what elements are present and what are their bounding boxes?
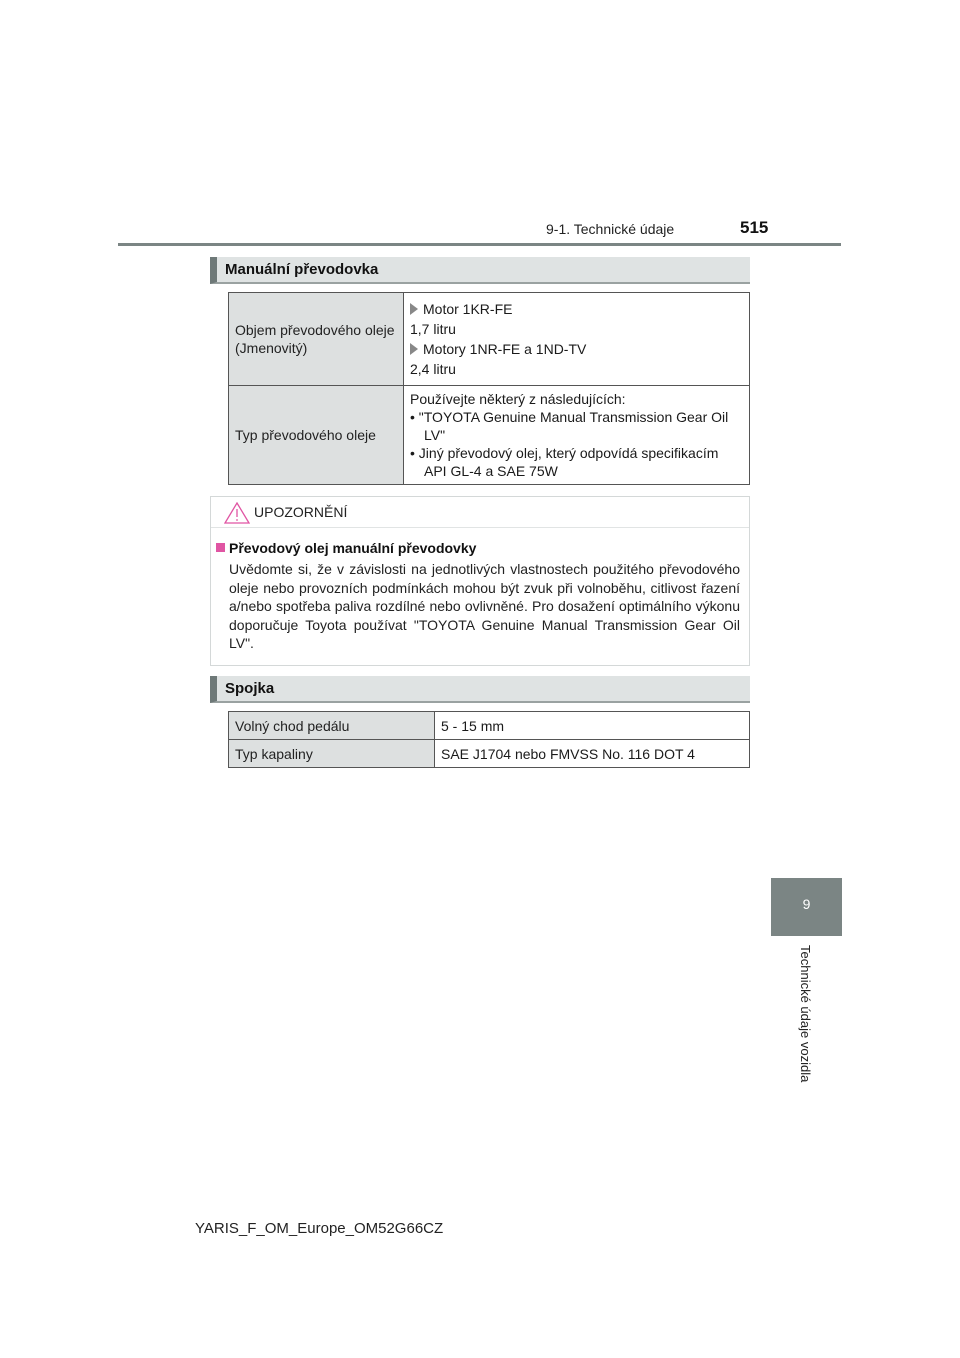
variant2-engine: Motory 1NR-FE a 1ND-TV — [423, 341, 587, 357]
warning-triangle-icon — [224, 502, 250, 524]
clutch-label: Typ kapaliny — [229, 740, 435, 768]
chapter-number: 9 — [802, 896, 811, 912]
oil-type-option: • "TOYOTA Genuine Manual Transmission Gear Oil LV" — [410, 409, 729, 443]
variant1-line — [410, 300, 743, 318]
oil-capacity-label: Objem převodového oleje (Jmenovitý) — [229, 293, 404, 386]
oil-capacity-value — [404, 293, 750, 386]
oil-type-option: • Jiný převodový olej, který odpovídá specifikacím API GL-4 a SAE 75W — [410, 445, 719, 479]
variant1-engine: Motor 1KR-FE — [423, 301, 513, 317]
oil-type-intro: Používejte některý z následujících: — [410, 391, 626, 407]
table-row — [229, 386, 750, 485]
clutch-value: 5 - 15 mm — [435, 712, 750, 740]
section-heading-manual-transmission — [210, 257, 750, 284]
clutch-label: Volný chod pedálu — [229, 712, 435, 740]
variant2-value: 2,4 litru — [410, 361, 456, 377]
arrow-right-icon — [410, 343, 418, 355]
arrow-right-icon — [410, 303, 418, 315]
table-row — [229, 293, 750, 386]
manual-transmission-table — [228, 292, 750, 485]
table-row — [229, 740, 750, 768]
variant2-line — [410, 340, 743, 358]
caution-box — [210, 496, 750, 666]
page-number: 515 — [740, 218, 769, 237]
chapter-tab — [771, 878, 842, 936]
section-heading-text: Spojka — [225, 680, 275, 697]
caution-subheading — [216, 540, 476, 556]
section-heading-text: Manuální převodovka — [225, 261, 379, 278]
chapter-label: Technické údaje vozidla — [798, 945, 813, 1083]
header-rule — [118, 243, 841, 246]
square-bullet-icon — [216, 543, 225, 552]
oil-type-label: Typ převodového oleje — [229, 386, 404, 485]
caution-subheading-text: Převodový olej manuální převodovky — [229, 540, 477, 556]
section-heading-clutch — [210, 676, 750, 703]
caution-header — [211, 497, 749, 528]
oil-type-value — [404, 386, 750, 485]
clutch-table — [228, 711, 750, 768]
clutch-value: SAE J1704 nebo FMVSS No. 116 DOT 4 — [435, 740, 750, 768]
caution-body: Uvědomte si, že v závislosti na jednotlivých vlastnostech použitého převodového oleje nebo provozních podmínkách mohou být zvuk při volnoběhu, citlivost řazení a/nebo spotřeba paliva rozdílné nebo ovlivněné. Pro dosažení optimálního výkonu doporučuje Toyota používat "TOYOTA Genuine Manual Transmission Gear Oil LV". — [229, 561, 740, 651]
caution-label: UPOZORNĚNÍ — [254, 504, 348, 520]
variant1-value: 1,7 litru — [410, 321, 456, 337]
header-title: 9-1. Technické údaje — [546, 221, 675, 237]
footer-code: YARIS_F_OM_Europe_OM52G66CZ — [195, 1220, 444, 1237]
table-row — [229, 712, 750, 740]
